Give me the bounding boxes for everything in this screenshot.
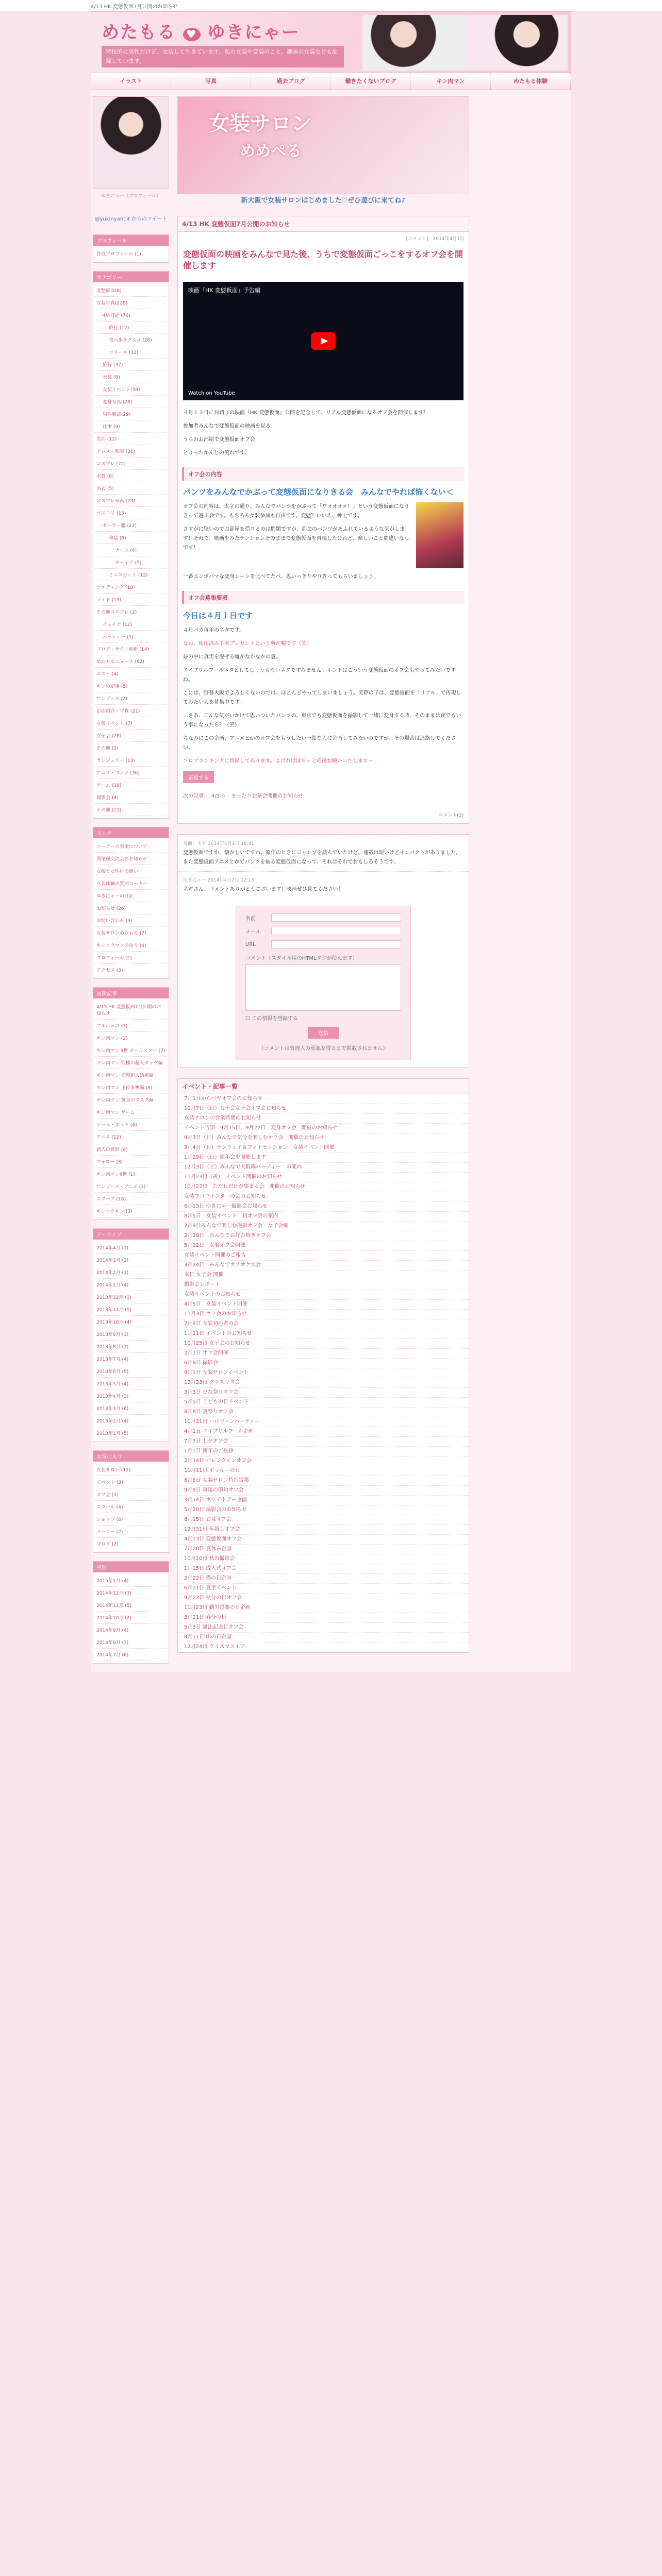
- comment-meta: 名前：ネギ 2014年4月1日 18:41: [183, 841, 255, 846]
- sidebar-item[interactable]: 4/13 HK 変態仮面7月公開のお知らせ: [95, 1001, 167, 1020]
- entry-paragraph: 一番エンポバマな変身シーンを比べてたべ、思いっきりやりきってもらいましょう。: [183, 574, 379, 580]
- sidebar-box-title: 月別: [93, 1562, 169, 1572]
- sidebar-item[interactable]: アクセス (3): [95, 964, 167, 976]
- sidebar-box: [93, 234, 169, 263]
- breadcrumb: 4/13 HK 変態仮面7月公開のお知らせ: [91, 4, 178, 10]
- event-link[interactable]: 4月1日 エイプリルフール企画: [178, 1427, 469, 1437]
- form-note: （コメントは管理人の承認を得るまで掲載されません）: [259, 1046, 388, 1052]
- sidebar-item[interactable]: キン肉マン 究極の超人タッグ編: [95, 1057, 167, 1069]
- nav-illust[interactable]: イラスト: [91, 73, 171, 90]
- events-list: [178, 1094, 469, 1652]
- event-link[interactable]: 女装イベント開催のご報告: [178, 1251, 469, 1261]
- mail-label: メール: [245, 929, 261, 935]
- event-link[interactable]: 3月21日 春分の日: [178, 1613, 469, 1623]
- comment-count-link[interactable]: コメント(1): [438, 813, 464, 818]
- section-lead: パンツをみんなでかぶって変態仮面になりきる会 みんなでやれば怖くない＜: [183, 487, 454, 497]
- entry-meta: [コメント] 2014年4月1日: [406, 236, 465, 242]
- event-link[interactable]: 1月29日（日）新年会を開催します: [178, 1153, 469, 1163]
- sidebar-item[interactable]: プロフィール (2): [95, 952, 167, 964]
- sidebar-item[interactable]: キン肉マン ゲーム: [95, 1106, 167, 1118]
- sidebar-item[interactable]: 2013年11月 (5): [95, 1303, 167, 1316]
- event-link[interactable]: 10月22日 ただしだけが集まる会 開催のお知らせ: [178, 1182, 469, 1192]
- sidebar-item[interactable]: キン肉マン 黄金のマスク編: [95, 1094, 167, 1106]
- events-title: イベント・記事一覧: [178, 1079, 469, 1094]
- sidebar-item[interactable]: 旅行 (17): [95, 321, 167, 334]
- comment-meta: ゆきにゃー 2014年4月2日 12:15: [183, 878, 254, 883]
- sidebar-item[interactable]: コスプレ (72): [95, 457, 167, 470]
- sidebar-item[interactable]: 女装写真(228): [95, 297, 167, 309]
- sidebar-item[interactable]: 2015年1月 (4): [95, 1574, 167, 1587]
- entry-title[interactable]: 4/13 HK 変態仮面7月公開のお知らせ: [178, 216, 469, 232]
- entry-paragraph: とりったかんじの流れです。: [183, 450, 250, 456]
- event-link[interactable]: 9月23日 秋分の日オフ会: [178, 1594, 469, 1603]
- event-link[interactable]: 3月3日 ひな祭りオフ会: [178, 1388, 469, 1398]
- entry-paragraph: こには、野暮大阪でよろしくないのでは、ほとんどやってしまいましょう。実際の子は、変態仮面を「リアル」で再現してみたい人を募集中です！: [183, 690, 461, 705]
- event-link[interactable]: 11月23日（祝） イベント開催のお知らせ: [178, 1173, 469, 1182]
- nav-photo[interactable]: 写真: [171, 73, 251, 90]
- sidebar-item[interactable]: 2013年9月 (3): [95, 1328, 167, 1341]
- main-column: [177, 96, 469, 1672]
- sidebar-box-title: カテゴリー: [93, 272, 169, 282]
- sidebar-item[interactable]: コーナーの事項について: [95, 840, 167, 853]
- entry-paragraph: ちなみにこの企画、アニメとかのオフ会をもうしたい一緒な人に企画してみたいのですが、その場合は連絡してください。: [183, 736, 456, 751]
- sidebar-item[interactable]: 2013年7月 (4): [95, 1353, 167, 1365]
- event-link[interactable]: 2月22日 猫の日企画: [178, 1574, 469, 1584]
- sidebar-item[interactable]: 2014年12月 (3): [95, 1587, 167, 1599]
- comment: [178, 835, 469, 871]
- header-photo-left: [362, 15, 465, 71]
- sidebar-item[interactable]: フルボッコ (1): [95, 1020, 167, 1032]
- sidebar-item[interactable]: 男性雑誌(29): [95, 408, 167, 420]
- sidebar-item[interactable]: 異業種交流会のお知らせ: [95, 853, 167, 865]
- sidebar-item[interactable]: スクール (4): [95, 1501, 167, 1513]
- entry-paragraph: 参加者みんなで変態仮面の映画を見る: [183, 423, 271, 429]
- next-entry-link[interactable]: 次の記事： 4/3 ☆ まったりお茶会開催のお知らせ: [183, 793, 303, 799]
- play-icon[interactable]: [311, 332, 336, 350]
- sidebar-box: [93, 1228, 169, 1442]
- sidebar-item[interactable]: 生活 (12): [95, 433, 167, 445]
- section-heading: オフ会の内容: [182, 467, 465, 481]
- sidebar-item[interactable]: 2013年12月 (3): [95, 1291, 167, 1303]
- event-link[interactable]: 7月9日みんなで楽しむ撮影オフ会 女子会編: [178, 1222, 469, 1231]
- sidebar-item[interactable]: ブログ (7): [95, 1538, 167, 1550]
- event-link[interactable]: 撮影会レポート: [178, 1280, 469, 1290]
- sidebar-boxes: [93, 234, 169, 1664]
- sidebar-item[interactable]: 2014年1月 (4): [95, 1279, 167, 1291]
- entry-paragraph: ４月１３日に封切りの映画『HK 変態仮面』公開を記念して、リアル変態仮面になるオフ会を開催します！: [183, 410, 429, 416]
- event-link[interactable]: 4月5日 女装イベント開催: [178, 1300, 469, 1310]
- event-link[interactable]: 女装サロンの営業時間のお知らせ: [178, 1114, 469, 1124]
- movie-poster[interactable]: [416, 502, 464, 568]
- sidebar-item[interactable]: 変身写真 (28): [95, 396, 167, 408]
- event-link[interactable]: 6月13日 ゆきにゃー撮影会お知らせ: [178, 1202, 469, 1212]
- event-link[interactable]: 5月3日 憲法記念日オフ会: [178, 1623, 469, 1633]
- entry-paragraph: …さあ、こんな気がいかけて思いついたパンツの、東京でも変態仮面を撮影して一緒に変身する時、そのままは夜でもいう事になったら？（笑）: [183, 713, 461, 728]
- entry-paragraph: なお、使用済み下着プレゼントという所が嘘です（笑）: [183, 641, 312, 647]
- event-link[interactable]: 1月1日 新年のご挨拶: [178, 1447, 469, 1456]
- sidebar-item[interactable]: ワンピース・アニメ (3): [95, 1180, 167, 1193]
- sidebar-box: [93, 1450, 169, 1553]
- sidebar-item[interactable]: ショップ (6): [95, 1513, 167, 1526]
- sidebar-item[interactable]: ゲーム・ネット (4): [95, 1118, 167, 1131]
- sidebar-item[interactable]: オフ会 (3): [95, 1488, 167, 1501]
- sidebar-item[interactable]: ゲーム (19): [95, 779, 167, 791]
- sidebar-item[interactable]: キンの記事 (5): [95, 680, 167, 692]
- sidebar-item[interactable]: 水着 (8): [95, 470, 167, 482]
- sidebar-item[interactable]: 変態仮面(8): [95, 284, 167, 297]
- sidebar-item[interactable]: コスプレ写真 (23): [95, 495, 167, 507]
- sidebar-item[interactable]: 女装サロン (11): [95, 1464, 167, 1476]
- sidebar-item[interactable]: 作成プロフィール (1): [95, 248, 167, 260]
- event-link[interactable]: 9月1日 女装サロンイベント: [178, 1368, 469, 1378]
- section-heading: オフ会募集要項: [182, 591, 465, 604]
- event-link[interactable]: 12月23日 クリスマス会: [178, 1378, 469, 1388]
- event-link[interactable]: 5月20日 撮影会のお知らせ: [178, 1505, 469, 1515]
- event-link[interactable]: 5月12日 女装オフ会開催: [178, 1241, 469, 1251]
- sidebar-item[interactable]: 2014年8月 (3): [95, 1636, 167, 1649]
- event-link[interactable]: 5月5日 こどもの日イベント: [178, 1398, 469, 1408]
- event-link[interactable]: 9月9日 重陽の節句オフ会: [178, 1486, 469, 1496]
- events-box: [177, 1078, 469, 1653]
- logo-text-b: ゆきにゃー: [207, 22, 300, 43]
- sidebar-item[interactable]: 2013年5月 (4): [95, 1378, 167, 1390]
- global-nav: [91, 73, 571, 90]
- comment-form: [236, 906, 411, 1060]
- sidebar-item[interactable]: お店紹介・写真 (21): [95, 705, 167, 717]
- header-photo: [362, 15, 568, 71]
- sidebar-item[interactable]: めたもるニュース (62): [95, 655, 167, 668]
- content-columns: [91, 96, 571, 1672]
- sidebar-box-title: リンク: [93, 827, 169, 838]
- comments-box: [177, 834, 469, 1068]
- blog-entry: [177, 216, 469, 824]
- breadcrumb-bar: [0, 0, 662, 11]
- body-label: コメント（スタイル用のHTMLタグが使えます）: [245, 956, 358, 961]
- sidebar-item[interactable]: セーラー服 (22): [95, 519, 167, 532]
- entry-paragraph: さすがに狭いのでお部屋を借りるのは問題ですが、都会のパンツがあふれているような気がします！それで、映画をみたテンションそのままで変態仮面を再現したけれど、楽しいこと間違いなしです！: [183, 527, 409, 551]
- event-link[interactable]: 8月11日 山の日企画: [178, 1633, 469, 1642]
- sidebar-item[interactable]: イベント (8): [95, 1476, 167, 1488]
- sidebar-item[interactable]: その他コスプレ (2): [95, 606, 167, 618]
- event-link[interactable]: 7月9日 女装初心者の会: [178, 1319, 469, 1329]
- sidebar-item[interactable]: フォロー (8): [95, 1156, 167, 1168]
- sidebar-item[interactable]: アニメ・マンガ (36): [95, 767, 167, 779]
- youtube-embed[interactable]: [183, 282, 464, 400]
- sidebar-item[interactable]: ウエディング (18): [95, 581, 167, 594]
- remember-label: この情報を登録する: [252, 1016, 299, 1022]
- entry-paragraph: オフ会の内容は、太字の通り、みんなでパンツをかぶって「ワオオオオ！」という変態仮面になりきって遊ぶ会です。もちろん女装参加も自由です。変態？いいえ、紳士です。: [183, 504, 409, 519]
- sidebar-item[interactable]: 2014年10月 (2): [95, 1612, 167, 1624]
- event-link[interactable]: 1月15日 成人式オフ会: [178, 1564, 469, 1574]
- nav-kinnikuman[interactable]: キン肉マン: [411, 73, 491, 90]
- sidebar-item[interactable]: 女装サロンめたもる (7): [95, 927, 167, 939]
- url-field[interactable]: [271, 940, 401, 948]
- sidebar-item[interactable]: パーティー (5): [95, 631, 167, 643]
- event-link[interactable]: 3月14日 ホワイトデー企画: [178, 1496, 469, 1505]
- sidebar-item[interactable]: ゆきにゃーの日記: [95, 890, 167, 902]
- header-photo-right: [465, 15, 568, 71]
- sidebar-item[interactable]: 女装イベント(38): [95, 383, 167, 396]
- event-link[interactable]: 10月10日 秋の撮影会: [178, 1554, 469, 1564]
- event-link[interactable]: 11月3日 オフ会のお知らせ: [178, 1310, 469, 1319]
- sidebar-box-title: 最新記事: [93, 988, 169, 998]
- event-link[interactable]: イベント告知 9月15日、9月22日 変身オフ会 開催のお知らせ: [178, 1124, 469, 1133]
- sidebar-item[interactable]: アニメ (12): [95, 1131, 167, 1143]
- sidebar-box: [93, 827, 169, 979]
- entry-paragraph: 昼の中に真実を混ぜる嘘がなかなかの意。: [183, 654, 281, 660]
- sidebar-item[interactable]: 女装体験の質問コーナー: [95, 877, 167, 890]
- event-link[interactable]: 3月4日（日）ランウェイ＆フォトセッション 女装イベント開催: [178, 1143, 469, 1153]
- event-link[interactable]: 7月1日からベヤオフ会のお知らせ: [178, 1094, 469, 1104]
- sidebar-item[interactable]: その他 (3): [95, 742, 167, 754]
- banner-line2: めめぺる: [240, 142, 302, 160]
- sidebar-box-title: アーカイブ: [93, 1229, 169, 1240]
- comment-text: ネギさん、コメントありがとうございます！映画ぜひ見てください！: [183, 887, 343, 892]
- sidebar-item[interactable]: 2013年10月 (4): [95, 1316, 167, 1328]
- banner-caption[interactable]: 新大阪で女装サロンはじめました♡ぜひ遊びに来てね♪: [241, 197, 406, 205]
- site-logo[interactable]: [102, 18, 300, 43]
- sidebar-item[interactable]: お問い合わせ (3): [95, 914, 167, 927]
- nav-metamor[interactable]: めたもる体験: [491, 73, 571, 90]
- event-link[interactable]: 2月14日 バレンタインオフ会: [178, 1456, 469, 1466]
- sidebar-item[interactable]: エステ (4): [95, 668, 167, 680]
- sidebar-item[interactable]: 2013年4月 (3): [95, 1390, 167, 1402]
- logo-text-a: めたもる: [102, 22, 176, 43]
- event-link[interactable]: 2月28日 みんなでお好み焼きオフ会: [178, 1231, 469, 1241]
- sidebar-item[interactable]: 2014年7月 (6): [95, 1649, 167, 1661]
- event-link[interactable]: 4月13日 変態仮面オフ会: [178, 1535, 469, 1545]
- sidebar-item[interactable]: 2013年2月 (4): [95, 1415, 167, 1427]
- site-header: [91, 11, 571, 73]
- event-link[interactable]: 6月8日 撮影会: [178, 1359, 469, 1368]
- section-lead: 今日は４月１日です: [183, 611, 253, 620]
- sidebar-item[interactable]: メーカー (2): [95, 1526, 167, 1538]
- event-link[interactable]: 11月23日 勤労感謝の日企画: [178, 1603, 469, 1613]
- entry-paragraph: うちのお部屋で変態仮面オフ会: [183, 437, 255, 443]
- name-field[interactable]: [271, 913, 401, 922]
- sidebar-item[interactable]: 4/4日記 (76): [95, 309, 167, 321]
- sidebar-item[interactable]: 仕事 (9): [95, 420, 167, 433]
- sidebar-item[interactable]: お知らせ (26): [95, 902, 167, 914]
- sidebar-item[interactable]: 衣装 (8): [95, 371, 167, 383]
- sidebar-item[interactable]: ドレス・和服 (31): [95, 445, 167, 457]
- sidebar-item[interactable]: ランジェリー (13): [95, 754, 167, 767]
- sidebar-item[interactable]: 2014年11月 (5): [95, 1599, 167, 1612]
- event-link[interactable]: 女装フロウインターの会のお知らせ: [178, 1192, 469, 1202]
- sidebar-item[interactable]: キンニクキン (3): [95, 1205, 167, 1217]
- entry-lead: 変態仮面の映画をみんなで見た後、うちで変態仮面ごっこをするオフ会を開催します: [183, 249, 464, 270]
- name-label: 名前: [245, 916, 256, 922]
- sidebar-item[interactable]: 2013年1月 (5): [95, 1427, 167, 1439]
- event-link[interactable]: 12月24日 クリスマスイブ: [178, 1642, 469, 1652]
- sidebar-item[interactable]: キン肉マン (2): [95, 1032, 167, 1044]
- sidebar-item[interactable]: 浴衣 (5): [95, 482, 167, 495]
- sidebar-item[interactable]: 2013年6月 (5): [95, 1365, 167, 1378]
- sidebar-item[interactable]: 女装と女性化の違い: [95, 865, 167, 877]
- sidebar-item[interactable]: 2014年3月 (2): [95, 1254, 167, 1266]
- sidebar-item[interactable]: キン肉マン 王位争奪編 (8): [95, 1081, 167, 1094]
- event-link[interactable]: 10月25日 女子会のお知らせ: [178, 1339, 469, 1349]
- event-link[interactable]: 10月31日 ハロウィンパーティー: [178, 1417, 469, 1427]
- sidebar-item[interactable]: 2014年2月 (1): [95, 1266, 167, 1279]
- support-button[interactable]: 応援する: [183, 771, 214, 783]
- sidebar-item[interactable]: スクープ (18): [95, 1193, 167, 1205]
- sidebar-item[interactable]: 2013年8月 (2): [95, 1341, 167, 1353]
- sidebar-item[interactable]: メイド (13): [95, 594, 167, 606]
- right-gutter: [477, 96, 569, 1672]
- heart-icon: ♥: [183, 28, 201, 41]
- event-link[interactable]: 9月3日（日）みんなで気分を楽しむオフ会 開催のお知らせ: [178, 1133, 469, 1143]
- event-link[interactable]: 3月24日 みんなでカラオケ大会: [178, 1261, 469, 1270]
- site-tagline: 特技的に男性だけど、女装して生きています。私の女装や変装のこと、趣味の女装なども記録しています。: [102, 46, 344, 67]
- event-link[interactable]: 女装イベントのお知らせ: [178, 1290, 469, 1300]
- sidebar-item[interactable]: ゴスロリ (15): [95, 507, 167, 519]
- event-link[interactable]: 8月15日 お盆オフ会: [178, 1515, 469, 1525]
- event-link[interactable]: 2月1日 オフ会開催: [178, 1349, 469, 1359]
- watch-on-youtube[interactable]: Watch on YouTube: [188, 391, 235, 396]
- ranking-link[interactable]: プロブランキングに登録してあります。よければぽちっと応援お願いいたします〜: [183, 758, 373, 764]
- entry-paragraph: ４月バカ毎年のネタです。: [183, 628, 245, 633]
- video-title: 映画「HK 変態仮面」予告編: [188, 287, 260, 294]
- sidebar-item[interactable]: 食べ歩きグルメ (26): [95, 334, 167, 346]
- event-link[interactable]: 12月31日 年越しオフ会: [178, 1525, 469, 1535]
- sidebar-item[interactable]: 和装 (8): [95, 532, 167, 544]
- sidebar-box: [93, 987, 169, 1220]
- url-label: URL: [245, 941, 256, 947]
- profile-caption: ゆきにゃー（プロフィール）: [101, 194, 161, 199]
- sidebar-item[interactable]: ミニスカート (12): [95, 569, 167, 581]
- nav-old-blog[interactable]: 過去ブログ: [251, 73, 331, 90]
- event-link[interactable]: 8月8日 夏祭りオフ会: [178, 1408, 469, 1417]
- salon-banner[interactable]: [177, 96, 469, 194]
- twitter-link[interactable]: @yukinyan14 からのツイート: [94, 216, 168, 222]
- event-link[interactable]: 8月5日 女装イベント 初オフ会の案内: [178, 1212, 469, 1222]
- sidebar-box: [93, 271, 169, 819]
- event-link[interactable]: 11月11日 ポッキーの日: [178, 1466, 469, 1476]
- sidebar-item[interactable]: 2014年9月 (4): [95, 1624, 167, 1636]
- event-link[interactable]: 6月21日 夏至イベント: [178, 1584, 469, 1594]
- submit-button[interactable]: 送信: [308, 1027, 339, 1039]
- sidebar-item[interactable]: チャイナ (5): [95, 556, 167, 569]
- entry-paragraph: エイプリルフールネタとしてしょうもないネタですみません。ホントはこういう変態仮面のオフ会もやってみたいですね。: [183, 668, 456, 683]
- mail-field[interactable]: [271, 927, 401, 935]
- sidebar-item[interactable]: その他 (11): [95, 804, 167, 816]
- left-sidebar: [91, 96, 169, 1672]
- event-link[interactable]: 7月20日 夏休み企画: [178, 1545, 469, 1554]
- comment-list: [178, 835, 469, 899]
- page-wrapper: [91, 11, 571, 1672]
- event-link[interactable]: 6月6日 女装サロン特別営業: [178, 1476, 469, 1486]
- comment-text: 変態仮面ですか、懐かしいですね。原作のときにジャンプを読んでいたけど、連載は短いけどインパクトがありました。また変態仮面アニメとかでパンツを被る変態仮面になって、それはそれでおもしろそうです。: [183, 850, 461, 865]
- sidebar-box-title: プロフィール: [93, 235, 169, 246]
- sidebar-item[interactable]: 2013年3月 (6): [95, 1402, 167, 1415]
- sidebar-item[interactable]: 撮影会 (4): [95, 791, 167, 804]
- sidebar-item[interactable]: チャイナ (12): [95, 618, 167, 631]
- event-link[interactable]: 本日 女子会 開催: [178, 1270, 469, 1280]
- sidebar-item[interactable]: 女子会 (28): [95, 730, 167, 742]
- comment: [178, 871, 469, 899]
- sidebar-item[interactable]: ロリータ (33): [95, 346, 167, 359]
- event-link[interactable]: 12月3日（土）みんなで大阪鍋パーティー の案内: [178, 1163, 469, 1173]
- nav-work-blog[interactable]: 働きたくないブログ: [331, 73, 411, 90]
- sidebar-item[interactable]: 2014年4月 (1): [95, 1242, 167, 1254]
- sidebar-item[interactable]: キン肉マンII世 (1): [95, 1168, 167, 1180]
- sidebar-item[interactable]: ナース (4): [95, 544, 167, 556]
- remember-checkbox[interactable]: ☐ この情報を登録する: [245, 1016, 299, 1022]
- sidebar-item[interactable]: 新人の質問 (4): [95, 1143, 167, 1156]
- sidebar-item[interactable]: キンニクマンの語り (4): [95, 939, 167, 952]
- event-link[interactable]: 7月7日 七夕オフ会: [178, 1437, 469, 1447]
- comment-textarea[interactable]: [245, 964, 401, 1011]
- banner-line1: 女装サロン: [209, 112, 312, 135]
- sidebar-box: [93, 1561, 169, 1664]
- event-link[interactable]: 1月11日 イベントのお知らせ: [178, 1329, 469, 1339]
- sidebar-item[interactable]: ワンピース (2): [95, 692, 167, 705]
- sidebar-item[interactable]: ブログ・サイト更新 (14): [95, 643, 167, 655]
- sidebar-item[interactable]: 旅行 (37): [95, 359, 167, 371]
- event-link[interactable]: 10月7日（日）女子会女子会オフ会お知らせ: [178, 1104, 469, 1114]
- sidebar-item[interactable]: 女装イベント (7): [95, 717, 167, 730]
- sidebar-box-title: お気に入り: [93, 1451, 169, 1462]
- sidebar-item[interactable]: キン肉マン Ⅱ世 オールスター (7): [95, 1044, 167, 1057]
- sidebar-item[interactable]: キン肉マン 完璧超人始祖編: [95, 1069, 167, 1081]
- profile-photo[interactable]: [93, 96, 169, 189]
